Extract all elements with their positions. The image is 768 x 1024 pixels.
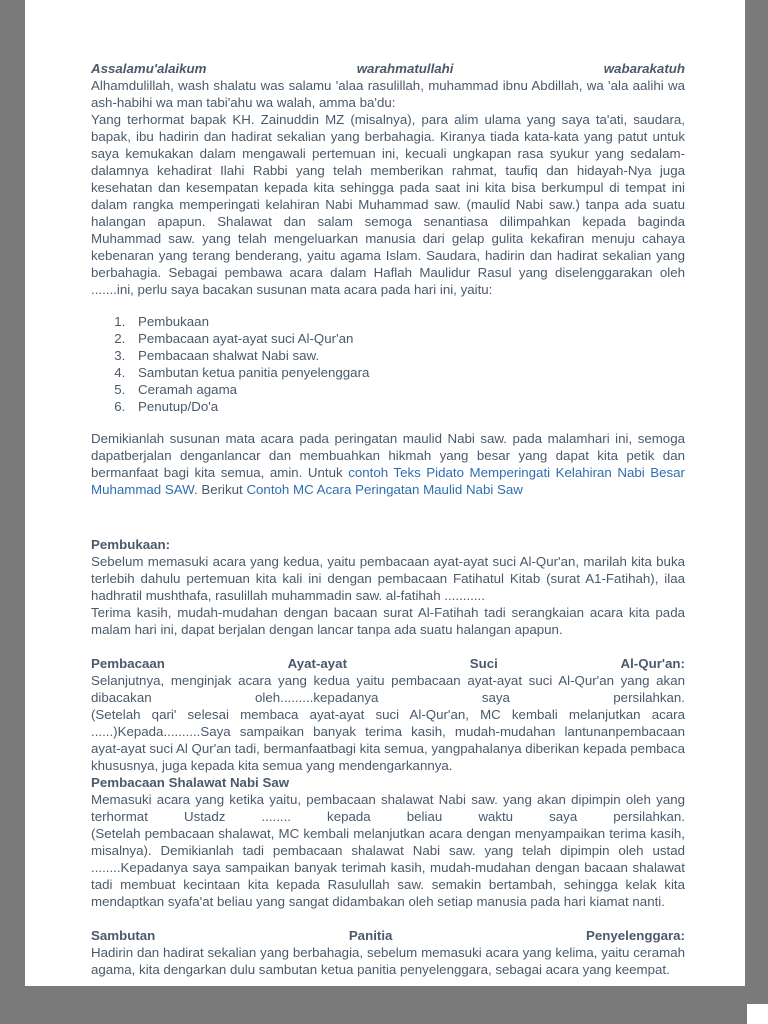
heading-sambutan-word: Penyelenggara: bbox=[585, 928, 685, 943]
paragraph-sambutan: Hadirin dan hadirat sekalian yang berbahagia, sebelum memasuki acara yang kelima, yaitu ceramah agama, kita dengarkan dulu sambutan ketua panitia penyelenggara, sebagai acara yang keempat. bbox=[91, 945, 685, 977]
link-contoh-mc[interactable]: Contoh MC Acara Peringatan Maulid Nabi Saw bbox=[246, 482, 523, 497]
document-page bbox=[25, 0, 745, 986]
heading-pembacaan-ayat-word: Ayat-ayat bbox=[287, 656, 347, 671]
scrollbar-corner bbox=[747, 1004, 768, 1024]
paragraph-closing bbox=[91, 430, 685, 498]
heading-salam-word: warahmatullahi bbox=[356, 61, 454, 76]
paragraph-ayat-2: (Setelah qari' selesai membaca ayat-ayat suci Al-Qur'an, MC kembali melanjutkan acara ......)Kepada..........Saya sampaikan banyak terima kasih, mudah-mudahan lantunanpembacaan ayat-ayat suci Al Qur'an tadi, bermanfaatbagi kita semua, yangpahalanya diberikan kepada pembaca khususnya, juga kepada kita semua yang mendengarkannya. bbox=[91, 707, 685, 773]
paragraph-pembukaan-2: Terima kasih, mudah-mudahan dengan bacaan surat Al-Fatihah tadi serangkaian acara kita pada malam hari ini, dapat berjalan dengan lancar tanpa ada suatu halangan apapun. bbox=[91, 605, 685, 637]
heading-sambutan bbox=[91, 927, 685, 944]
paragraph-shalawat-1: Memasuki acara yang ketika yaitu, pembacaan shalawat Nabi saw. yang akan dipimpin oleh yang terhormat Ustadz ........ kepada beliau waktu saya persilahkan. bbox=[91, 792, 685, 824]
agenda-item: 1. Pembukaan bbox=[129, 313, 685, 330]
paragraph-shalawat-2: (Setelah pembacaan shalawat, MC kembali melanjutkan acara dengan menyampaikan terima kasih, misalnya). Demikianlah tadi pembacaan shalawat Nabi saw. yang telah dipimpin oleh ustad ........Kepadanya saya sampaikan banyak terimah kasih, mudah-mudahan dengan bacaan shalawat tadi membuat kecintaan kita kepada Rasulullah saw. semakin bertambah, sehingga kelak kita mendaptkan syafa'at beliau yang sangat didambakan oleh setiap manusia pada hari kiamat nanti. bbox=[91, 826, 685, 909]
paragraph-intro: Yang terhormat bapak KH. Zainuddin MZ (misalnya), para alim ulama yang saya ta'ati, saudara, bapak, ibu hadirin dan hadirat sekalian yang berbahagia. Kiranya tiada kata-kata yang patut untuk saya kemukakan dalam mengawali pertemuan ini, kecuali ungkapan rasa syukur yang sedalam-dalamnya kehadirat Ilahi Rabbi yang telah memberikan rahmat, taufiq dan hidayah-Nya juga kesehatan dan kesempatan kepada kita sehingga pada saat ini kita bisa berkumpul di tempat ini dalam rangka memperingati kelahiran Nabi Muhammad saw. (maulid Nabi saw.) tanpa ada suatu halangan apapun. Shalawat dan salam semoga senantiasa dilimpahkan kepada baginda Muhammad saw. yang telah mengeluarkan manusia dari gelap gulita kekafiran menuju cahaya kebenaran yang terang benderang, yaitu agama Islam. Saudara, hadirin dan hadirat sekalian yang berbahagia. Sebagai pembawa acara dalam Haflah Maulidur Rasul yang diselenggarakan oleh .......ini, perlu saya bacakan susunan mata acara pada hari ini, yaitu: bbox=[91, 112, 685, 297]
agenda-item: 6. Penutup/Do'a bbox=[129, 398, 685, 415]
closing-text-b: . Berikut bbox=[193, 482, 247, 497]
agenda-item: 2. Pembacaan ayat-ayat suci Al-Qur'an bbox=[129, 330, 685, 347]
heading-pembacaan-ayat bbox=[91, 655, 685, 672]
link-teks-pidato[interactable]: contoh Teks Pidato Memperingati Kelahiran Nabi Besar Muhammad SAW bbox=[91, 465, 685, 497]
agenda-item: 5. Ceramah agama bbox=[129, 381, 685, 398]
agenda-list bbox=[91, 313, 685, 415]
heading-pembacaan-ayat-word: Suci bbox=[469, 656, 498, 671]
heading-shalawat: Pembacaan Shalawat Nabi Saw bbox=[91, 775, 290, 790]
agenda-item: 3. Pembacaan shalwat Nabi saw. bbox=[129, 347, 685, 364]
heading-pembacaan-ayat-word: Al-Qur'an: bbox=[620, 656, 685, 671]
paragraph-ayat-1: Selanjutnya, menginjak acara yang kedua yaitu pembacaan ayat-ayat suci Al-Qur'an yang akan dibacakan oleh.........kepadanya saya persilahkan. bbox=[91, 673, 685, 705]
heading-pembacaan-ayat-word: Pembacaan bbox=[91, 656, 165, 671]
closing-text-a: Demikianlah susunan mata acara pada peringatan maulid Nabi saw. pada malamhari ini, semoga dapatberjalan denganlancar dan membuahkan hikmah yang besar yang dapat kita petik dan bermanfaat bagi kita semua, amin. Untuk bbox=[91, 431, 685, 480]
heading-salam bbox=[91, 60, 685, 77]
heading-salam-word: Assalamu'alaikum bbox=[91, 61, 207, 76]
paragraph-opening: Alhamdulillah, wash shalatu was salamu 'alaa rasulillah, muhammad ibnu Abdillah, wa 'ala aalihi wa ash-habihi wa man tabi'ahu wa walah, amma ba'du: bbox=[91, 78, 685, 110]
heading-sambutan-word: Sambutan bbox=[91, 928, 156, 943]
heading-sambutan-word: Panitia bbox=[348, 928, 393, 943]
agenda-item: 4. Sambutan ketua panitia penyelenggara bbox=[129, 364, 685, 381]
heading-salam-word: wabarakatuh bbox=[603, 61, 685, 76]
heading-pembukaan: Pembukaan: bbox=[91, 537, 171, 552]
document-content bbox=[25, 0, 745, 978]
paragraph-pembukaan-1: Sebelum memasuki acara yang kedua, yaitu pembacaan ayat-ayat suci Al-Qur'an, marilah kita buka terlebih dahulu pertemuan kita kali ini dengan pembacaan Fatihatul Kitab (surat A1-Fatihah), ilaa hadhratil mushthafa, rasulillah muhammadin saw. al-fatihah ........... bbox=[91, 554, 685, 603]
